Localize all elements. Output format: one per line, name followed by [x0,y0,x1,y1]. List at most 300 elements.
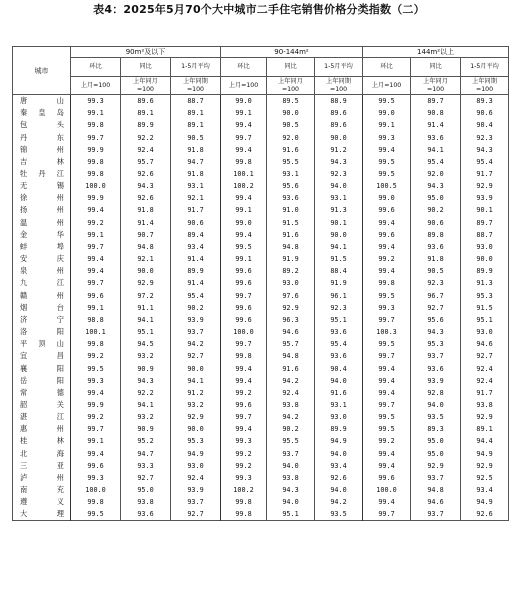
index-value: 94.8 [267,350,315,362]
table-row [13,217,509,229]
index-value: 99.0 [221,95,267,108]
index-value: 95.4 [315,338,363,350]
index-value: 89.1 [121,107,171,119]
index-value: 99.5 [363,156,411,168]
table-row [13,350,509,362]
index-value: 94.1 [411,144,461,156]
table-row [13,131,509,143]
index-value: 93.1 [315,399,363,411]
index-value: 99.6 [71,460,121,472]
index-value: 95.0 [411,448,461,460]
index-value: 94.0 [267,460,315,472]
subheader-cell: 同比 [121,58,171,77]
index-value: 94.0 [267,496,315,508]
index-value: 93.9 [461,192,509,204]
index-value: 94.2 [315,496,363,508]
index-value: 99.3 [221,435,267,447]
city-name: 韶关 [13,399,71,411]
index-value: 92.4 [171,472,221,484]
index-value: 91.7 [461,168,509,180]
index-value: 99.4 [221,423,267,435]
index-value: 99.1 [221,253,267,265]
index-value: 99.8 [71,496,121,508]
index-value: 99.8 [71,156,121,168]
index-value: 91.4 [121,217,171,229]
index-value: 94.2 [171,338,221,350]
city-name: 九江 [13,277,71,289]
index-value: 91.5 [315,253,363,265]
index-value: 99.8 [221,156,267,168]
table-row [13,484,509,496]
index-value: 94.3 [121,180,171,192]
index-value: 91.8 [171,144,221,156]
index-value: 89.3 [461,95,509,108]
index-value: 92.7 [171,508,221,521]
city-name: 扬州 [13,204,71,216]
index-value: 99.4 [71,448,121,460]
index-value: 95.1 [315,314,363,326]
index-value: 90.6 [461,107,509,119]
index-value: 99.1 [221,204,267,216]
index-value: 91.8 [171,168,221,180]
index-value: 99.2 [71,350,121,362]
city-name: 桂林 [13,435,71,447]
index-value: 93.6 [411,131,461,143]
index-value: 90.0 [267,107,315,119]
city-name: 泉州 [13,265,71,277]
table-row [13,496,509,508]
index-value: 89.5 [267,95,315,108]
city-name: 惠州 [13,423,71,435]
index-value: 99.2 [221,387,267,399]
index-value: 89.2 [267,265,315,277]
index-value: 95.2 [121,435,171,447]
index-value: 92.9 [267,302,315,314]
index-value: 99.4 [221,229,267,241]
index-value: 91.6 [267,229,315,241]
index-value: 90.0 [315,131,363,143]
index-value: 99.2 [71,411,121,423]
index-value: 89.7 [461,217,509,229]
city-name: 金华 [13,229,71,241]
index-value: 99.8 [71,338,121,350]
index-value: 99.4 [71,387,121,399]
city-name: 锦州 [13,144,71,156]
table-row [13,362,509,374]
base-cell: 上月=100 [221,77,267,95]
table-row [13,192,509,204]
index-value: 99.7 [221,131,267,143]
index-value: 99.3 [71,472,121,484]
index-value: 99.7 [363,508,411,521]
table-row [13,399,509,411]
index-value: 99.4 [221,362,267,374]
index-value: 92.4 [461,362,509,374]
city-name: 无锡 [13,180,71,192]
index-value: 93.1 [171,180,221,192]
group-header-medium: 90-144m² [221,47,363,58]
index-value: 99.4 [221,375,267,387]
index-value: 94.8 [267,241,315,253]
index-value: 95.0 [411,435,461,447]
index-value: 94.7 [171,156,221,168]
city-name: 蚌埠 [13,241,71,253]
index-value: 92.1 [121,253,171,265]
index-value: 99.9 [71,144,121,156]
index-value: 96.1 [315,290,363,302]
subheader-row [13,58,509,77]
city-name: 北海 [13,448,71,460]
index-value: 100.1 [71,326,121,338]
index-value: 100.0 [221,326,267,338]
index-value: 99.7 [221,411,267,423]
index-value: 95.0 [411,192,461,204]
table-row [13,508,509,521]
table-row [13,241,509,253]
table-row [13,423,509,435]
table-row [13,387,509,399]
index-value: 99.6 [221,314,267,326]
index-value: 99.8 [363,277,411,289]
index-value: 91.4 [171,277,221,289]
table-row [13,375,509,387]
index-value: 99.4 [363,144,411,156]
index-value: 93.6 [315,350,363,362]
index-value: 92.2 [121,387,171,399]
base-cell: 上年同月=100 [121,77,171,95]
table-row [13,180,509,192]
index-value: 89.9 [121,119,171,131]
index-value: 92.7 [411,302,461,314]
table-row [13,435,509,447]
index-value: 99.8 [221,496,267,508]
index-value: 90.4 [315,362,363,374]
index-value: 91.7 [171,204,221,216]
index-value: 99.4 [363,362,411,374]
index-value: 94.1 [171,375,221,387]
index-value: 89.9 [171,265,221,277]
table-row [13,448,509,460]
index-value: 93.1 [315,192,363,204]
index-value: 99.4 [363,448,411,460]
index-value: 92.2 [121,131,171,143]
index-value: 91.4 [411,119,461,131]
index-value: 96.3 [267,314,315,326]
index-value: 99.7 [71,277,121,289]
index-value: 95.1 [461,314,509,326]
subheader-cell: 1-5月平均 [315,58,363,77]
index-value: 90.0 [461,253,509,265]
city-name: 襄阳 [13,362,71,374]
index-value: 93.6 [411,241,461,253]
index-value: 95.7 [267,338,315,350]
index-value: 99.3 [363,131,411,143]
index-value: 91.9 [315,277,363,289]
index-value: 95.4 [461,156,509,168]
index-value: 99.9 [71,399,121,411]
index-value: 91.2 [171,387,221,399]
table-row [13,119,509,131]
base-cell: 上月=100 [363,77,411,95]
table-row [13,168,509,180]
index-value: 99.5 [363,338,411,350]
index-value: 91.5 [461,302,509,314]
index-value: 93.0 [315,411,363,423]
index-value: 99.5 [221,241,267,253]
index-value: 91.9 [267,253,315,265]
city-name: 湛江 [13,411,71,423]
index-value: 90.0 [315,229,363,241]
index-value: 93.7 [411,472,461,484]
index-value: 92.0 [267,131,315,143]
index-value: 93.1 [267,168,315,180]
index-value: 94.9 [171,448,221,460]
index-value: 92.4 [461,375,509,387]
index-value: 99.7 [71,423,121,435]
index-value: 100.5 [363,180,411,192]
index-value: 99.7 [221,290,267,302]
index-value: 100.2 [221,180,267,192]
index-value: 99.7 [71,241,121,253]
table-row [13,156,509,168]
index-value: 89.8 [411,229,461,241]
index-value: 92.4 [267,387,315,399]
index-value: 99.6 [221,277,267,289]
index-value: 99.6 [71,290,121,302]
index-value: 95.1 [267,508,315,521]
index-value: 94.1 [121,314,171,326]
index-value: 99.5 [71,508,121,521]
base-cell: 上年同期=100 [171,77,221,95]
subheader-cell: 1-5月平均 [461,58,509,77]
table-header [13,47,509,95]
city-name: 常德 [13,387,71,399]
base-cell: 上年同月=100 [267,77,315,95]
index-value: 89.4 [171,229,221,241]
index-value: 99.4 [363,387,411,399]
index-value: 90.5 [267,119,315,131]
index-value: 93.7 [171,496,221,508]
table-row [13,204,509,216]
index-value: 95.5 [267,435,315,447]
city-name: 三亚 [13,460,71,472]
index-value: 94.3 [121,375,171,387]
index-value: 90.6 [411,217,461,229]
group-header-large: 144m²以上 [363,47,509,58]
index-value: 99.5 [363,423,411,435]
index-value: 93.8 [121,496,171,508]
index-value: 99.4 [71,204,121,216]
index-value: 93.0 [267,277,315,289]
index-value: 93.6 [315,326,363,338]
index-value: 93.7 [411,508,461,521]
city-name: 泸州 [13,472,71,484]
index-value: 99.4 [363,217,411,229]
index-value: 99.8 [71,168,121,180]
city-name: 宜昌 [13,350,71,362]
index-value: 93.7 [411,350,461,362]
index-value: 99.7 [363,350,411,362]
index-value: 99.6 [221,302,267,314]
index-value: 92.6 [315,472,363,484]
index-value: 99.1 [71,229,121,241]
index-value: 92.7 [461,350,509,362]
index-value: 99.9 [71,192,121,204]
index-value: 90.9 [121,362,171,374]
table-row [13,472,509,484]
index-value: 92.4 [121,144,171,156]
city-name: 秦皇岛 [13,107,71,119]
index-value: 92.9 [171,411,221,423]
index-value: 94.2 [267,375,315,387]
price-index-table [12,46,509,521]
index-value: 95.3 [171,435,221,447]
index-value: 99.2 [71,217,121,229]
index-value: 94.0 [315,375,363,387]
subheader-cell: 同比 [411,58,461,77]
index-value: 93.8 [461,399,509,411]
index-value: 90.2 [411,204,461,216]
index-value: 96.7 [411,290,461,302]
base-row [13,77,509,95]
index-value: 99.4 [363,265,411,277]
index-value: 90.0 [121,265,171,277]
index-value: 99.6 [363,472,411,484]
table-row [13,460,509,472]
index-value: 95.5 [267,156,315,168]
index-value: 93.9 [171,484,221,496]
index-value: 94.0 [315,484,363,496]
index-value: 100.0 [71,484,121,496]
index-value: 99.6 [221,399,267,411]
index-value: 99.8 [71,119,121,131]
index-value: 90.0 [171,423,221,435]
index-value: 99.2 [221,460,267,472]
group-header-small: 90m²及以下 [71,47,221,58]
index-value: 92.1 [171,192,221,204]
index-value: 92.7 [121,472,171,484]
index-value: 99.4 [221,192,267,204]
index-value: 89.6 [315,107,363,119]
index-value: 99.1 [221,107,267,119]
city-name: 丹东 [13,131,71,143]
index-value: 99.8 [221,508,267,521]
index-value: 92.9 [121,277,171,289]
index-value: 94.3 [461,144,509,156]
index-value: 94.5 [121,338,171,350]
index-value: 93.9 [411,375,461,387]
index-value: 88.4 [315,265,363,277]
index-value: 89.7 [411,95,461,108]
city-name: 温州 [13,217,71,229]
index-value: 99.2 [363,435,411,447]
index-value: 88.7 [171,95,221,108]
index-value: 100.0 [363,484,411,496]
city-name: 南充 [13,484,71,496]
index-value: 99.4 [363,375,411,387]
index-value: 90.5 [171,131,221,143]
index-value: 93.6 [121,508,171,521]
index-value: 97.6 [267,290,315,302]
subheader-cell: 环比 [221,58,267,77]
index-value: 90.7 [121,229,171,241]
index-value: 91.6 [315,387,363,399]
index-value: 93.8 [267,399,315,411]
index-value: 92.8 [411,387,461,399]
index-value: 100.1 [221,168,267,180]
index-value: 95.0 [121,484,171,496]
table-title: 表4：2025年5月70个大中城市二手住宅销售价格分类指数（二） [93,3,425,16]
table-body [13,95,509,521]
city-column-header: 城市 [13,47,71,95]
index-value: 91.5 [267,217,315,229]
index-value: 94.1 [315,241,363,253]
index-value: 90.1 [315,217,363,229]
index-value: 91.6 [267,362,315,374]
index-value: 94.8 [121,241,171,253]
index-value: 92.9 [461,411,509,423]
index-value: 99.1 [71,107,121,119]
city-name: 遵义 [13,496,71,508]
city-name: 吉林 [13,156,71,168]
index-value: 92.3 [315,168,363,180]
index-value: 93.5 [411,411,461,423]
index-value: 93.2 [121,350,171,362]
index-value: 99.5 [363,168,411,180]
index-value: 99.1 [363,119,411,131]
table-row [13,326,509,338]
index-value: 99.0 [221,217,267,229]
index-value: 89.1 [171,119,221,131]
index-value: 90.1 [461,204,509,216]
index-value: 93.0 [461,326,509,338]
index-value: 92.3 [411,277,461,289]
index-value: 95.3 [411,338,461,350]
index-value: 94.6 [411,496,461,508]
index-value: 94.0 [411,399,461,411]
index-value: 99.5 [71,362,121,374]
index-value: 99.5 [363,290,411,302]
index-value: 95.4 [171,290,221,302]
index-value: 90.6 [171,217,221,229]
index-value: 94.3 [315,156,363,168]
index-value: 93.6 [411,362,461,374]
index-value: 99.6 [363,229,411,241]
index-value: 89.6 [121,95,171,108]
table-row [13,290,509,302]
index-value: 99.4 [71,253,121,265]
index-value: 89.1 [461,423,509,435]
city-name: 包头 [13,119,71,131]
index-value: 92.6 [121,192,171,204]
index-value: 93.2 [171,399,221,411]
index-value: 94.8 [411,484,461,496]
index-value: 99.3 [71,95,121,108]
index-value: 99.6 [363,204,411,216]
index-value: 99.1 [71,302,121,314]
index-value: 100.0 [71,180,121,192]
subheader-cell: 环比 [71,58,121,77]
index-value: 93.0 [461,241,509,253]
index-value: 92.5 [461,472,509,484]
index-value: 90.5 [411,265,461,277]
index-value: 93.2 [121,411,171,423]
index-value: 94.3 [411,326,461,338]
table-row [13,314,509,326]
index-value: 90.2 [267,423,315,435]
index-value: 91.8 [411,253,461,265]
city-name: 济宁 [13,314,71,326]
